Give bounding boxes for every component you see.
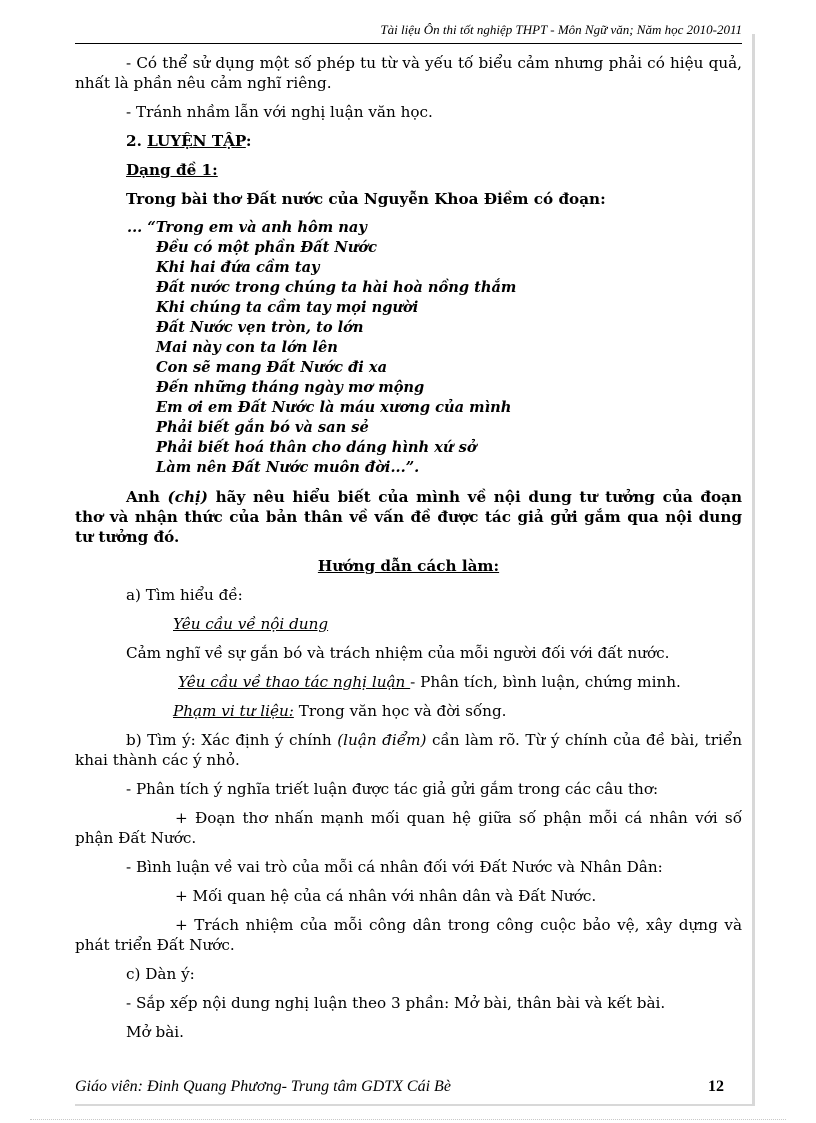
- header-divider: [75, 43, 742, 44]
- poem-line: Con sẽ mang Đất Nước đi xa: [156, 359, 388, 376]
- material-scope-text: Trong văn học và đời sống.: [293, 702, 507, 720]
- commentary-point: + Mối quan hệ của cá nhân với nhân dân và Đất Nước.: [175, 887, 597, 905]
- question-chi: (chị): [167, 488, 208, 506]
- poem-line: Đất Nước vẹn tròn, to lớn: [156, 319, 364, 336]
- section-colon: :: [245, 132, 252, 150]
- page-header: Tài liệu Ôn thi tốt nghiệp THPT - Môn Ngữ văn; Năm học 2010-2011: [380, 22, 742, 37]
- step-a-title: a) Tìm hiểu đề:: [126, 586, 243, 604]
- poem-line: Làm nên Đất Nước muôn đời...”.: [156, 459, 420, 476]
- page-number: 12: [708, 1078, 724, 1095]
- poem-line: Em ơi em Đất Nước là máu xương của mình: [156, 399, 512, 416]
- material-scope: [75, 701, 742, 721]
- step-b-italic: (luận điểm): [337, 731, 427, 749]
- intro-part-label: Mở bài.: [126, 1023, 184, 1041]
- guide-title: Hướng dẫn cách làm:: [317, 557, 500, 575]
- question-start: Anh: [126, 488, 168, 506]
- content-requirement-text: Cảm nghĩ về sự gắn bó và trách nhiệm của mỗi người đối với đất nước.: [126, 644, 670, 662]
- page-break-dotted-line: [30, 1119, 786, 1120]
- question-rest: hãy nêu hiểu biết của mình về nội dung tư tưởng của đoạn thơ và nhận thức của bản thân về vấn đề được tác giả gửi gắm qua nội dung tư tưởng đó.: [75, 488, 743, 546]
- page-shadow-bottom: [75, 1104, 755, 1106]
- method-requirement: [75, 672, 742, 692]
- paragraph-rhetoric: - Có thể sử dụng một số phép tu từ và yếu tố biểu cảm nhưng phải có hiệu quả, nhất là phần nêu cảm nghĩ riêng.: [75, 54, 742, 92]
- analysis-item: - Phân tích ý nghĩa triết luận được tác giả gửi gắm trong các câu thơ:: [126, 780, 659, 798]
- commentary-item: - Bình luận về vai trò của mỗi cá nhân đối với Đất Nước và Nhân Dân:: [126, 858, 663, 876]
- step-b: [75, 730, 742, 770]
- content-requirement-label: Yêu cầu về nội dung: [173, 615, 329, 633]
- section-number: 2.: [126, 132, 148, 150]
- poem-line: Khi hai đứa cầm tay: [156, 259, 320, 276]
- poem-excerpt: [75, 218, 742, 478]
- poem-line: Phải biết hoá thân cho dáng hình xứ sở: [156, 439, 477, 456]
- commentary-point: + Trách nhiệm của mỗi công dân trong công cuộc bảo vệ, xây dựng và phát triển Đất Nước.: [75, 916, 742, 954]
- analysis-point: + Đoạn thơ nhấn mạnh mối quan hệ giữa số phận mỗi cá nhân với số phận Đất Nước.: [75, 809, 742, 847]
- material-scope-label: Phạm vi tư liệu:: [173, 702, 294, 720]
- footer-teacher: Giáo viên: Đinh Quang Phương- Trung tâm GDTX Cái Bè: [75, 1078, 451, 1095]
- poem-line: Đều có một phần Đất Nước: [156, 239, 377, 256]
- exercise-intro: Trong bài thơ Đất nước của Nguyễn Khoa Điềm có đoạn:: [126, 190, 606, 208]
- page-shadow-right: [752, 34, 755, 1106]
- method-requirement-text: - Phân tích, bình luận, chứng minh.: [410, 673, 681, 691]
- poem-line: Khi chúng ta cầm tay mọi người: [156, 299, 419, 316]
- poem-line: ... “Trong em và anh hôm nay: [127, 219, 367, 236]
- paragraph-avoid-confusion: - Tránh nhầm lẫn với nghị luận văn học.: [126, 103, 433, 121]
- document-body: [75, 53, 742, 1051]
- poem-line: Đất nước trong chúng ta hài hoà nồng thắm: [156, 279, 517, 296]
- step-b-rest: cần làm rõ. Từ ý chính của đề bài, triển khai thành các ý nhỏ.: [75, 731, 742, 769]
- method-requirement-label: Yêu cầu về thao tác nghị luận: [178, 673, 411, 691]
- step-c-title: c) Dàn ý:: [126, 965, 195, 983]
- poem-line: Mai này con ta lớn lên: [156, 339, 338, 356]
- poem-line: Phải biết gắn bó và san sẻ: [156, 419, 369, 436]
- section-title: LUYỆN TẬP: [147, 132, 246, 150]
- exercise-question: [75, 487, 742, 547]
- section-heading: [75, 131, 742, 151]
- arrangement-item: - Sắp xếp nội dung nghị luận theo 3 phần: Mở bài, thân bài và kết bài.: [126, 994, 666, 1012]
- exercise-type: Dạng đề 1:: [126, 161, 218, 179]
- poem-line: Đến những tháng ngày mơ mộng: [156, 379, 425, 396]
- step-b-start: b) Tìm ý: Xác định ý chính: [126, 731, 338, 749]
